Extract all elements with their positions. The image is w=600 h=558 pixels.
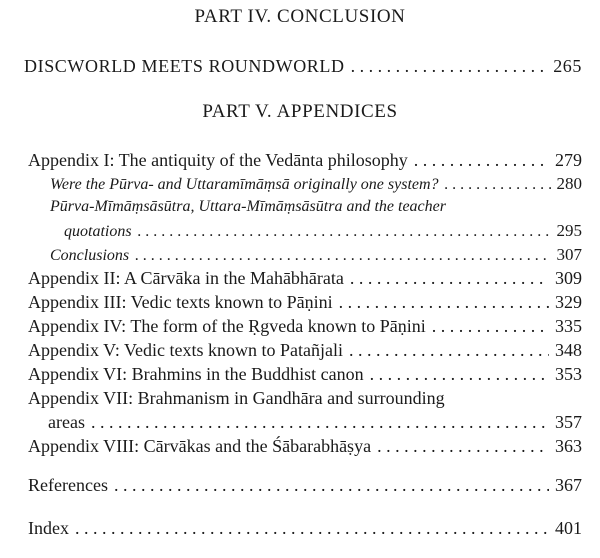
toc-entry-title: Appendix III: Vedic texts known to Pāṇini [28,292,333,312]
toc-entry-page: 295 [556,221,582,240]
part-iv-heading: PART IV. CONCLUSION [194,6,406,27]
toc-entry-conclusions[interactable] [50,245,582,269]
toc-entry-discworld[interactable] [24,56,582,80]
toc-entry-title: References [28,475,108,495]
toc-entry-title: DISCWORLD MEETS ROUNDWORLD [24,56,345,76]
toc-entry-page: 307 [556,245,582,264]
toc-entry-title: Appendix V: Vedic texts known to Patañjali [28,340,343,360]
toc-entry-page: 329 [555,292,582,312]
toc-entry-page: 279 [555,150,582,170]
toc-entry-appendix-2[interactable] [28,268,582,292]
dot-leader [339,292,549,313]
toc-entry-page: 401 [555,518,582,538]
dot-leader [349,340,549,361]
toc-entry-page: 335 [555,316,582,336]
toc-entry-mimamsasutra[interactable] [64,221,582,245]
toc-entry-page: 265 [553,56,582,76]
toc-entry-title: Conclusions [50,247,130,264]
toc-entry-appendix-7[interactable] [48,412,582,436]
toc-entry-title: Appendix I: The antiquity of the Vedānta philosophy [28,150,408,170]
toc-entry-page: 280 [556,174,582,193]
dot-leader [432,316,549,337]
dot-leader [135,247,550,265]
dot-leader [377,436,549,457]
dot-leader [91,412,549,433]
part-v-heading: PART V. APPENDICES [202,101,398,122]
dot-leader [114,475,549,496]
toc-entry-title: areas [48,412,85,432]
toc-entry-page: 348 [555,340,582,360]
dot-leader [75,518,549,539]
toc-entry-page: 357 [555,412,582,432]
toc-entry-page: 363 [555,436,582,456]
toc-entry-appendix-5[interactable] [28,340,582,364]
toc-entry-mimamsasutra-line1[interactable]: Pūrva-Mīmāṃsāsūtra, Uttara-Mīmāṃsāsūtra and the teacher [50,198,446,215]
toc-entry-page: 309 [555,268,582,288]
toc-entry-appendix-4[interactable] [28,316,582,340]
toc-entry-appendix-8[interactable] [28,436,582,460]
toc-entry-title: Appendix II: A Cārvāka in the Mahābhārata [28,268,344,288]
dot-leader [350,268,549,289]
toc-entry-index[interactable] [28,518,582,542]
toc-entry-title: Were the Pūrva- and Uttaramīmāṃsā originally one system? [50,176,439,193]
toc-entry-appendix-6[interactable] [28,364,582,388]
toc-entry-page: 367 [555,475,582,495]
toc-entry-purva-uttara[interactable] [50,174,582,198]
dot-leader [351,56,548,77]
toc-entry-title: quotations [64,223,132,240]
dot-leader [414,150,549,171]
dot-leader [445,176,551,194]
toc-entry-title: Appendix VIII: Cārvākas and the Śābarabhāṣya [28,436,372,456]
toc-entry-title: Appendix VI: Brahmins in the Buddhist canon [28,364,364,384]
toc-entry-references[interactable] [28,475,582,499]
dot-leader [370,364,549,385]
dot-leader [138,223,551,241]
toc-entry-page: 353 [555,364,582,384]
toc-entry-appendix-3[interactable] [28,292,582,316]
toc-entry-title: Appendix IV: The form of the Ṛgveda known to Pāṇini [28,316,426,336]
toc-entry-title: Index [28,518,69,538]
toc-entry-appendix-7-line1[interactable]: Appendix VII: Brahmanism in Gandhāra and surrounding [28,388,445,408]
toc-entry-appendix-1[interactable] [28,150,582,174]
